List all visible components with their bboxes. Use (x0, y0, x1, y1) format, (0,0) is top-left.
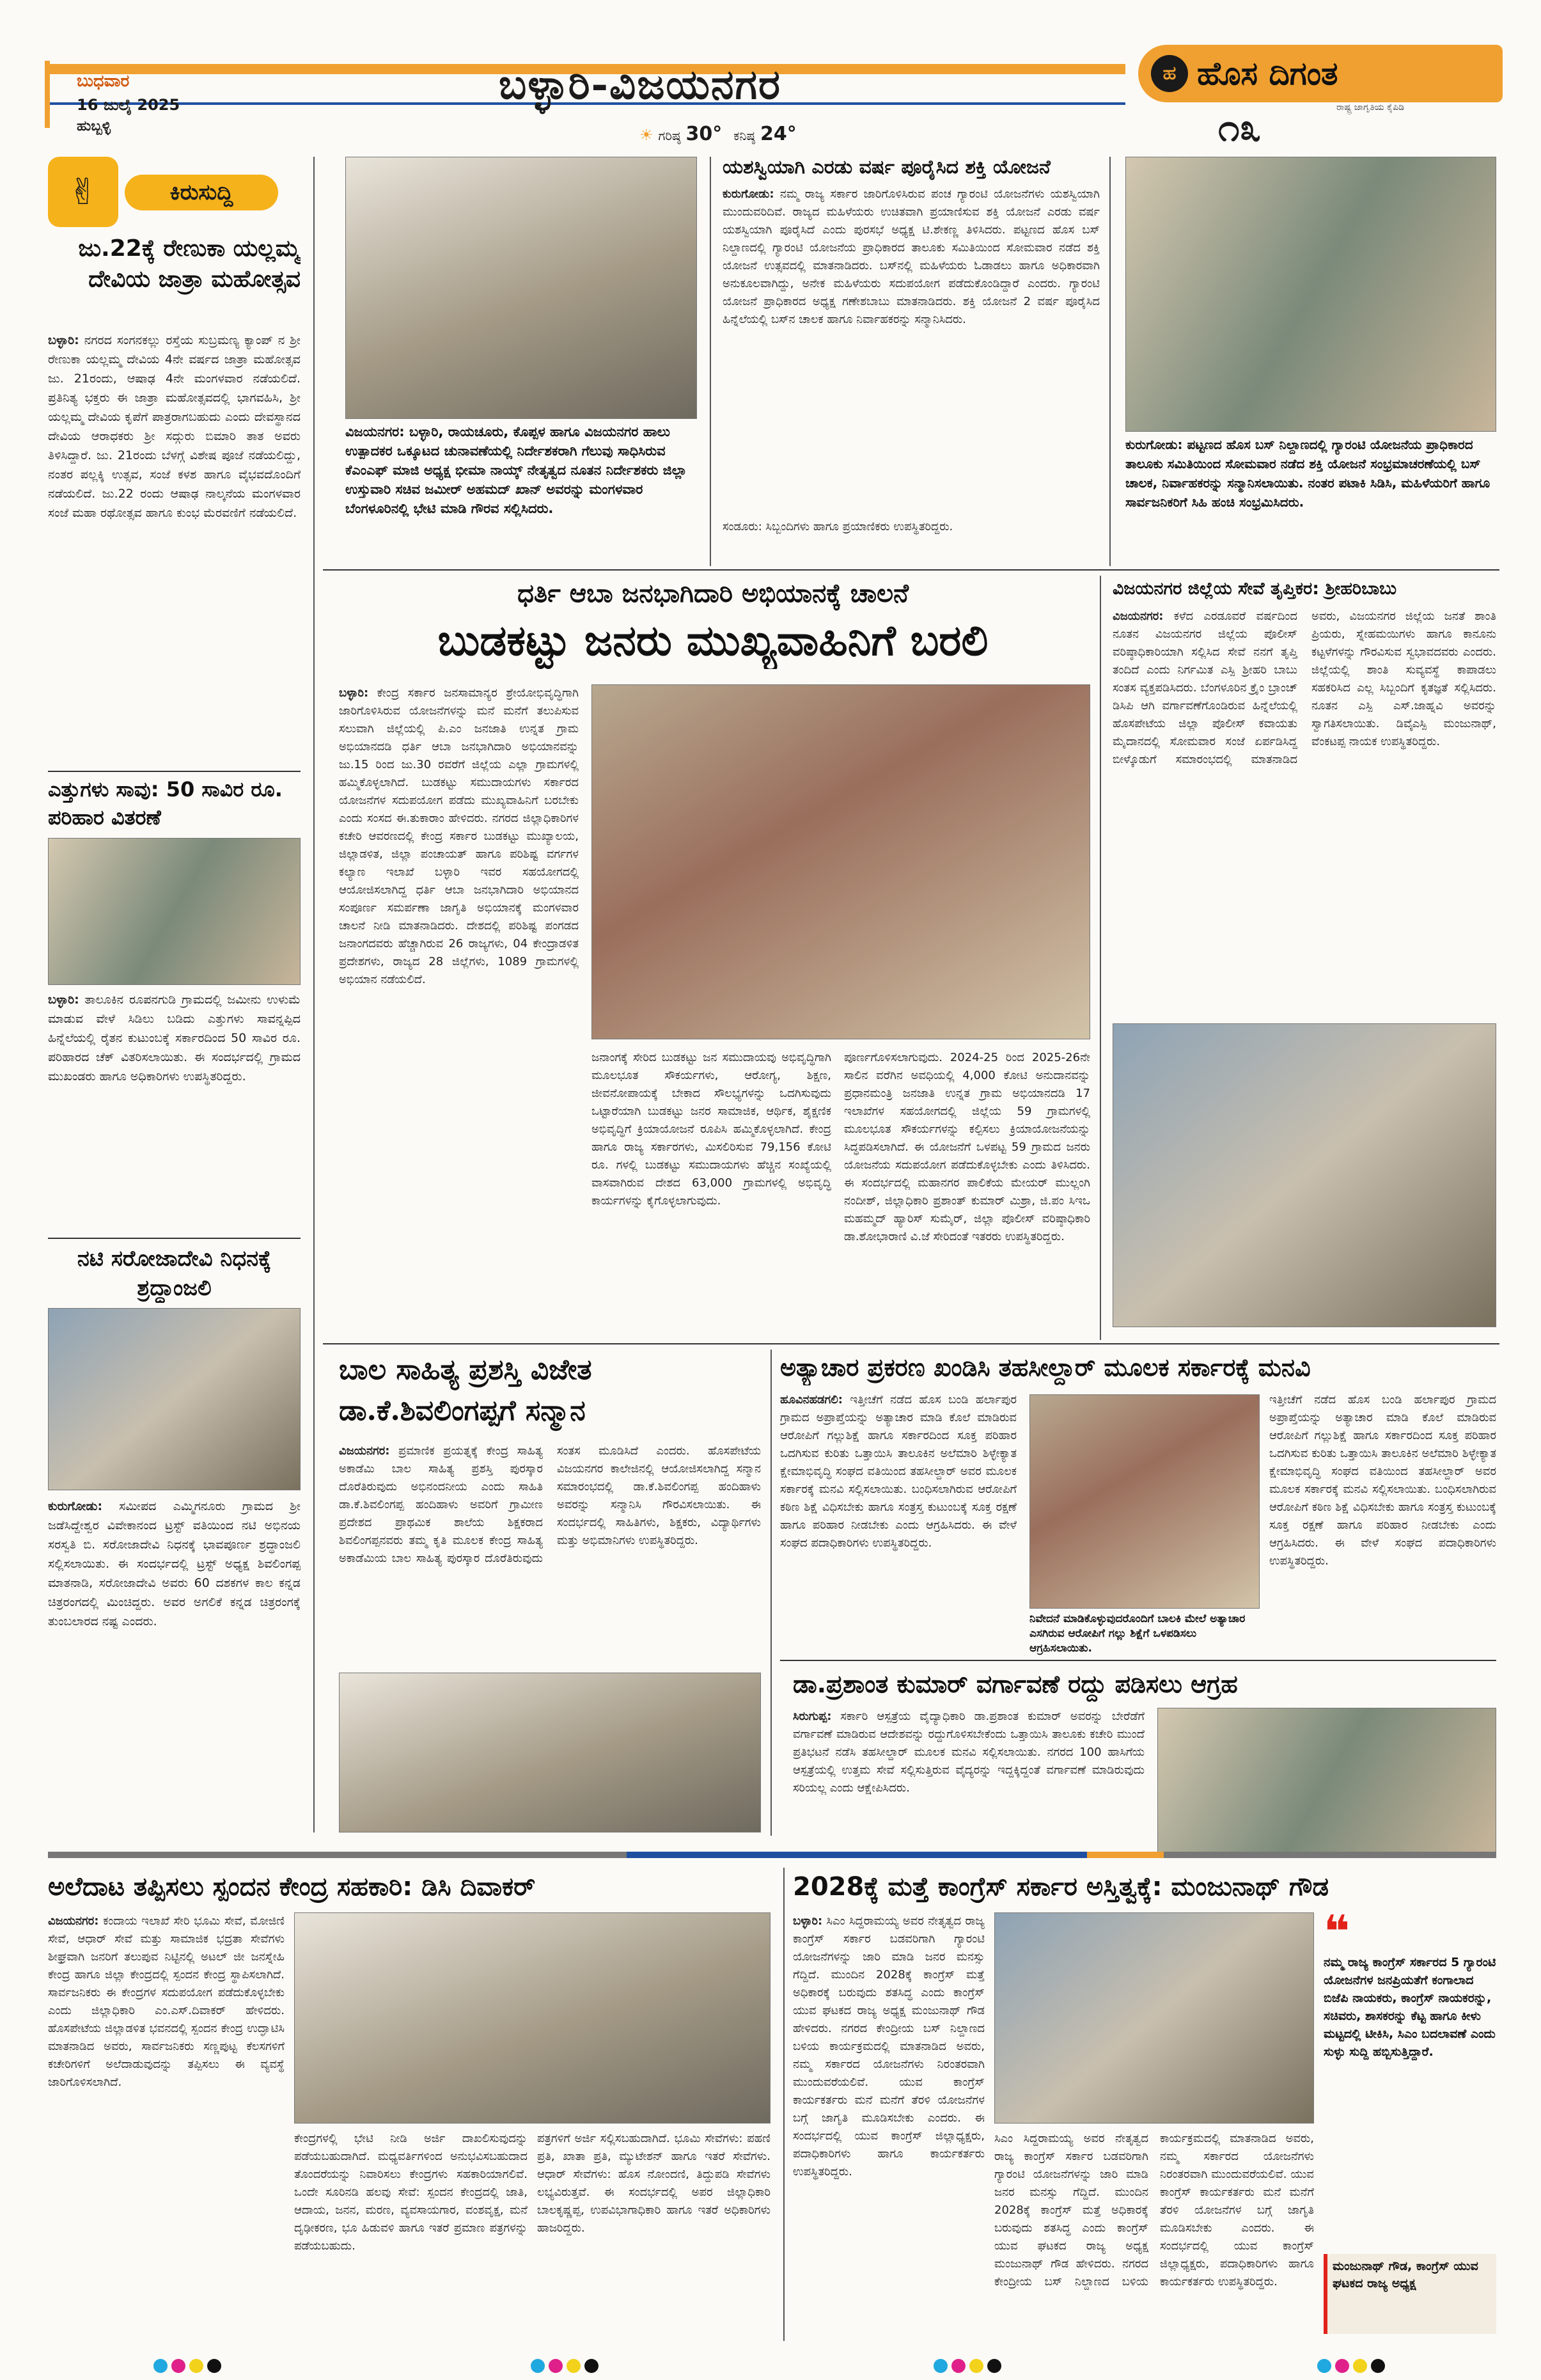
column-divider (1109, 157, 1111, 566)
kirusuddi-text: ಕಿರುಸುದ್ದಿ (169, 180, 233, 205)
quote-box (1324, 1905, 1496, 2341)
brief-oxen-dateline: ಬಳ್ಳಾರಿ: (48, 993, 79, 1007)
separator-blue (627, 1852, 1087, 1858)
seve-photo-farewell (1113, 1023, 1496, 1327)
brief-renuka-text: ನಗರದ ಸಂಗನಕಲ್ಲು ರಸ್ತೆಯ ಸುಬ್ರಮಣ್ಯ ಕ್ಯಾಂಪ್ ನ ಶ್ರೀ ರೇಣುಕಾ ಯಲ್ಲಮ್ಮ ದೇವಿಯ 4ನೇ ವರ್ಷದ ಜಾತ್ರಾ ಮಹೋತ್ಸವ ಜು. 21ರಂದು, ಆಷಾಢ 4ನೇ ಮಂಗಳವಾರ ನಡೆಯಲಿದೆ. ಪ್ರತಿನಿತ್ಯ ಭಕ್ತರು ಈ ಜಾತ್ರಾ ಮಹೋತ್ಸವದಲ್ಲಿ ಭಾಗವಹಿಸಿ, ಶ್ರೀ ಯಲ್ಲಮ್ಮ ದೇವಿಯ ಕೃಪೆಗೆ ಪಾತ್ರರಾಗಬಹುದು ಎಂದು ದೇವಸ್ಥಾನದ ದೇವಿಯ ಆರಾಧಕರು ಶ್ರೀ ಸದ್ಗುರು ಬಿಮಾರಿ ತಾತ ಅವರು ತಿಳಿಸಿದ್ದಾರೆ. ಜು. 21ರಂದು ಬೆಳಗ್ಗೆ ವಿಶೇಷ ಪೂಜೆ ನಡೆಯಲಿದ್ದು, ನಂತರ ಪಲ್ಲಕ್ಕಿ ಉತ್ಸವ, ಸಂಜೆ ಕಳಶ ಹಾಗೂ ವೈಭವದೊಂದಿಗೆ ನಡೆಯಲಿದೆ. ಜು.22 ರಂದು ಆಷಾಢ ನಾಲ್ಕನೆಯ ಮಂಗಳವಾರ ಸಂಜೆ ಮಹಾ ರಥೋತ್ಸವ ಹಾಗೂ ಕುಂಭ ಮೆರವಣಿಗೆ ನಡೆಯಲಿದೆ. (48, 333, 301, 520)
dc-text: ಕಂದಾಯ ಇಲಾಖೆ ಸೇರಿ ಭೂಮಿ ಸೇವೆ, ಮೋಜಿಣಿ ಸೇವೆ, ಆಧಾರ್ ಸೇವೆ ಮತ್ತು ಸಾಮಾಜಿಕ ಭದ್ರತಾ ಸೇವೆಗಳು ಶೀಘ್ರವಾಗಿ ಜನರಿಗೆ ತಲುಪುವ ನಿಟ್ಟಿನಲ್ಲಿ ಅಟಲ್ ಜೀ ಜನಸ್ನೇಹಿ ಕೇಂದ್ರ ಹಾಗೂ ಜಿಲ್ಲಾ ಕೇಂದ್ರದಲ್ಲಿ ಸ್ಪಂದನ ಕೇಂದ್ರ ಸ್ಥಾಪಿಸಲಾಗಿದೆ. ಸಾರ್ವಜನಿಕರು ಈ ಕೇಂದ್ರಗಳ ಸದುಪಯೋಗ ಪಡೆದುಕೊಳ್ಳಬೇಕು ಎಂದು ಜಿಲ್ಲಾಧಿಕಾರಿ ಎಂ.ಎಸ್.ದಿವಾಕರ್ ಹೇಳಿದರು. ಹೊಸಪೇಟೆಯ ಜಿಲ್ಲಾಡಳಿತ ಭವನದಲ್ಲಿ ಸ್ಪಂದನ ಕೇಂದ್ರ ಉದ್ಘಾಟಿಸಿ ಮಾತನಾಡಿದ ಅವರು, ಸಾರ್ವಜನಿಕರು ಸಣ್ಣಪುಟ್ಟ ಕೆಲಸಗಳಿಗೆ ಕಚೇರಿಗಳಿಗೆ ಅಲೆದಾಡುವುದನ್ನು ತಪ್ಪಿಸಲು ಈ ವ್ಯವಸ್ಥೆ ಜಾರಿಗೊಳಿಸಲಾಗಿದೆ. (48, 1914, 285, 2089)
kirusuddi-hand-icon: ✌ (48, 157, 118, 227)
section-separator (48, 1852, 1496, 1858)
brief-sarojadevi-photo (48, 1308, 301, 1490)
paper-name: ಹೊಸ ದಿಗಂತ (1197, 54, 1338, 92)
dc-col-2: ಕೇಂದ್ರಗಳಲ್ಲಿ ಭೇಟಿ ನೀಡಿ ಅರ್ಜಿ ದಾಖಲಿಸುವುದನ್ನು ಪಡೆಯಬಹುದಾಗಿದೆ. ಮಧ್ಯವರ್ತಿಗಳಿಂದ ಅನುಭವಿಸಬಹುದಾದ ತೊಂದರೆಯನ್ನು ನಿವಾರಿಸಲು ಕೇಂದ್ರಗಳು ಸಹಕಾರಿಯಾಗಲಿವೆ. ಒಂದೇ ಸೂರಿನಡಿ ಹಲವು ಸೇವೆ: ಸ್ಪಂದನ ಕೇಂದ್ರದಲ್ಲಿ ಜಾತಿ, ಆದಾಯ, ಜನನ, ಮರಣ, ವ್ಯವಸಾಯಗಾರ, ವಂಶವೃಕ್ಷ, ಮನೆ ದೃಢೀಕರಣ, ಭೂ ಹಿಡುವಳಿ ಹಾಗೂ ಇತರೆ ಪ್ರಮಾಣ ಪತ್ರಗಳನ್ನು ಪಡೆಯಬಹುದು. (294, 2132, 528, 2253)
brief-oxen-headline: ಎತ್ತುಗಳು ಸಾವು: 50 ಸಾವಿರ ರೂ. ಪರಿಹಾರ ವಿತರಣೆ (48, 777, 283, 830)
balasahitya-dateline: ವಿಜಯನಗರ: (339, 1444, 390, 1458)
black-dot (207, 2359, 221, 2373)
brief-renuka-headline: ಜು.22ಕ್ಕೆ ರೇಣುಕಾ ಯಲ್ಲಮ್ಮ ದೇವಿಯ ಜಾತ್ರಾ ಮಹೋತ್ಸವ (78, 235, 301, 292)
atyachara-body-left (780, 1391, 1017, 1650)
brief-sarojadevi-body (48, 1497, 301, 1785)
atyachara-body-right: ಇತ್ತೀಚೆಗೆ ನಡೆದ ಹೊಸ ಬಂಡಿ ಹರ್ಲಾಪುರ ಗ್ರಾಮದ ಅಪ್ರಾಪ್ತೆಯನ್ನು ಅತ್ಯಾಚಾರ ಮಾಡಿ ಕೊಲೆ ಮಾಡಿರುವ ಆರೋಪಿಗೆ ಗಲ್ಲುಶಿಕ್ಷೆ ಹಾಗೂ ಸರ್ಕಾರದಿಂದ ಸೂಕ್ತ ಪರಿಹಾರ ಒದಗಿಸುವ ಕುರಿತು ಒತ್ತಾಯಿಸಿ ತಾಲೂಕಿನ ಅಲೆಮಾರಿ ಶಿಳ್ಳೇಕ್ಯಾತ ಕ್ಷೇಮಾಭಿವೃದ್ಧಿ ಸಂಘದ ವತಿಯಿಂದ ತಹಸೀಲ್ದಾರ್ ಅವರ ಮೂಲಕ ಸರ್ಕಾರಕ್ಕೆ ಮನವಿ ಸಲ್ಲಿಸಲಾಯಿತು. ಬಂಧಿಸಲಾಗಿರುವ ಆರೋಪಿಗೆ ಕಠಿಣ ಶಿಕ್ಷೆ ವಿಧಿಸಬೇಕು ಹಾಗೂ ಸಂತ್ರಸ್ತ ಕುಟುಂಬಕ್ಕೆ ಸೂಕ್ತ ರಕ್ಷಣೆ ಹಾಗೂ ಪರಿಹಾರ ನೀಡಬೇಕು ಎಂದು ಆಗ್ರಹಿಸಿದರು. ಈ ವೇಳೆ ಸಂಘದ ಪದಾಧಿಕಾರಿಗಳು ಉಪಸ್ಥಿತರಿದ್ದರು. (1269, 1393, 1496, 1568)
column-divider (313, 157, 315, 1832)
congress-text: ಸಿಎಂ ಸಿದ್ದರಾಮಯ್ಯ ಅವರ ನೇತೃತ್ವದ ರಾಜ್ಯ ಕಾಂಗ್ರೆಸ್ ಸರ್ಕಾರ ಬಡವರಿಗಾಗಿ ಗ್ಯಾರಂಟಿ ಯೋಜನೆಗಳನ್ನು ಜಾರಿ ಮಾಡಿ ಜನರ ಮನಸ್ಸು ಗೆದ್ದಿದೆ. ಮುಂದಿನ 2028ಕ್ಕೆ ಕಾಂಗ್ರೆಸ್ ಮತ್ತೆ ಅಧಿಕಾರಕ್ಕೆ ಬರುವುದು ಶತಸಿದ್ಧ ಎಂದು ಕಾಂಗ್ರೆಸ್ ಯುವ ಘಟಕದ ರಾಜ್ಯ ಅಧ್ಯಕ್ಷ ಮಂಜುನಾಥ್ ಗೌಡ ಹೇಳಿದರು. ನಗರದ ಕೇಂದ್ರೀಯ ಬಸ್ ನಿಲ್ದಾಣದ ಬಳಿಯ ಕಾರ್ಯಕ್ರಮದಲ್ಲಿ ಮಾತನಾಡಿದ ಅವರು, ನಮ್ಮ ಸರ್ಕಾರದ ಯೋಜನೆಗಳು ನಿರಂತರವಾಗಿ ಮುಂದುವರೆಯಲಿವೆ. ಯುವ ಕಾಂಗ್ರೆಸ್ ಕಾರ್ಯಕರ್ತರು ಮನೆ ಮನೆಗೆ ತೆರಳಿ ಯೋಜನೆಗಳ ಬಗ್ಗೆ ಜಾಗೃತಿ ಮೂಡಿಸಬೇಕು ಎಂದರು. ಈ ಸಂದರ್ಭದಲ್ಲಿ ಯುವ ಕಾಂಗ್ರೆಸ್ ಜಿಲ್ಲಾಧ್ಯಕ್ಷರು, ಪದಾಧಿಕಾರಿಗಳು ಹಾಗೂ ಕಾರ್ಯಕರ್ತರು ಉಪಸ್ಥಿತರಿದ್ದರು. (793, 1914, 985, 2179)
congress-headline: 2028ಕ್ಕೆ ಮತ್ತೆ ಕಾಂಗ್ರೆಸ್ ಸರ್ಕಾರ ಅಸ್ತಿತ್ವಕ್ಕೆ: ಮಂಜುನಾಥ್ ಗೌಡ (793, 1872, 1329, 1902)
divider (48, 1238, 301, 1239)
brief-oxen (48, 775, 301, 1208)
column-divider (783, 1868, 785, 2341)
logo-emblem-icon: ಹ (1151, 55, 1188, 92)
brief-sarojadevi-dateline: ಕುರುಗೋಡು: (48, 1499, 103, 1513)
lead-photo-planting (591, 684, 1090, 1039)
brief-oxen-photo (48, 838, 301, 985)
registration-marks-center (531, 2359, 602, 2376)
congress-photo (994, 1912, 1314, 2124)
cyan-dot (934, 2359, 948, 2373)
black-dot (584, 2359, 598, 2373)
dc-story (48, 1868, 774, 1906)
seve-dateline: ವಿಜಯನಗರ: (1113, 610, 1164, 623)
atyachara-text: ಇತ್ತೀಚೆಗೆ ನಡೆದ ಹೊಸ ಬಂಡಿ ಹರ್ಲಾಪುರ ಗ್ರಾಮದ ಅಪ್ರಾಪ್ತೆಯನ್ನು ಅತ್ಯಾಚಾರ ಮಾಡಿ ಕೊಲೆ ಮಾಡಿರುವ ಆರೋಪಿಗೆ ಗಲ್ಲುಶಿಕ್ಷೆ ಹಾಗೂ ಸರ್ಕಾರದಿಂದ ಸೂಕ್ತ ಪರಿಹಾರ ಒದಗಿಸುವ ಕುರಿತು ಒತ್ತಾಯಿಸಿ ತಾಲೂಕಿನ ಅಲೆಮಾರಿ ಶಿಳ್ಳೇಕ್ಯಾತ ಕ್ಷೇಮಾಭಿವೃದ್ಧಿ ಸಂಘದ ವತಿಯಿಂದ ತಹಸೀಲ್ದಾರ್ ಅವರ ಮೂಲಕ ಸರ್ಕಾರಕ್ಕೆ ಮನವಿ ಸಲ್ಲಿಸಲಾಯಿತು. ಬಂಧಿಸಲಾಗಿರುವ ಆರೋಪಿಗೆ ಕಠಿಣ ಶಿಕ್ಷೆ ವಿಧಿಸಬೇಕು ಹಾಗೂ ಸಂತ್ರಸ್ತ ಕುಟುಂಬಕ್ಕೆ ಸೂಕ್ತ ರಕ್ಷಣೆ ಹಾಗೂ ಪರಿಹಾರ ನೀಡಬೇಕು ಎಂದು ಆಗ್ರಹಿಸಿದರು. ಈ ವೇಳೆ ಸಂಘದ ಪದಾಧಿಕಾರಿಗಳು ಉಪಸ್ಥಿತರಿದ್ದರು. (780, 1393, 1017, 1550)
lead-text-1: ಕೇಂದ್ರ ಸರ್ಕಾರ ಜನಸಾಮಾನ್ಯರ ಶ್ರೇಯೋಭಿವೃದ್ಧಿಗಾಗಿ ಜಾರಿಗೊಳಿಸಿರುವ ಯೋಜನೆಗಳನ್ನು ಮನೆ ಮನೆಗೆ ತಲುಪಿಸುವ ಸಲುವಾಗಿ ಜಿಲ್ಲೆಯಲ್ಲಿ ಪಿ.ಎಂ ಜನಜಾತಿ ಉನ್ನತ ಗ್ರಾಮ ಅಭಿಯಾನದಡಿ ಧರ್ತಿ ಆಬಾ ಜನಭಾಗಿದಾರಿ ಅಭಿಯಾನವನ್ನು ಜು.15 ರಿಂದ ಜು.30 ರವರೆಗೆ ಜಿಲ್ಲೆಯ ಎಲ್ಲಾ ಗ್ರಾಮಗಳಲ್ಲಿ ಹಮ್ಮಿಕೊಳ್ಳಲಾಗಿದೆ. ಬುಡಕಟ್ಟು ಸಮುದಾಯಗಳು ಸರ್ಕಾರದ ಯೋಜನೆಗಳ ಸದುಪಯೋಗ ಪಡೆದು ಮುಖ್ಯವಾಹಿನಿಗೆ ಬರಬೇಕು ಎಂದು ಸಂಸದ ಈ.ತುಕಾರಾಂ ಹೇಳಿದರು. ನಗರದ ಜಿಲ್ಲಾಧಿಕಾರಿಗಳ ಕಚೇರಿ ಆವರಣದಲ್ಲಿ ಕೇಂದ್ರ ಸರ್ಕಾರ ಬುಡಕಟ್ಟು ಮುಖ್ಯಾಲಯ, ಜಿಲ್ಲಾಡಳಿತ, ಜಿಲ್ಲಾ ಪಂಚಾಯತ್ ಹಾಗೂ ಪರಿಶಿಷ್ಟ ವರ್ಗಗಳ ಕಲ್ಯಾಣ ಇಲಾಖೆ ಬಳ್ಳಾರಿ ಇವರ ಸಹಯೋಗದಲ್ಲಿ ಆಯೋಜಿಸಲಾಗಿದ್ದ ಧರ್ತಿ ಆಬಾ ಜನಭಾಗಿದಾರಿ ಅಭಿಯಾನದ ಸಂಪೂರ್ಣ ಸಮರ್ಪಣಾ ಜಾಗೃತಿ ಅಭಿಯಾನಕ್ಕೆ ಮಂಗಳವಾರ ಚಾಲನೆ ನೀಡಿ ಮಾತನಾಡಿದರು. ದೇಶದಲ್ಲಿ ಪರಿಶಿಷ್ಟ ಪಂಗಡದ ಜನಾಂಗದವರು ಹೆಚ್ಚಾಗಿರುವ 26 ರಾಜ್ಯಗಳು, 04 ಕೇಂದ್ರಾಡಳಿತ ಪ್ರದೇಶಗಳು, ರಾಜ್ಯದ 28 ಜಿಲ್ಲೆಗಳು, 1089 ಗ್ರಾಮಗಳಲ್ಲಿ ಅಭಿಯಾನ ನಡೆಯಲಿದೆ. (339, 686, 579, 986)
magenta-dot (171, 2359, 185, 2373)
yellow-dot (1353, 2359, 1367, 2373)
balasahitya-story (339, 1350, 761, 1431)
divider (323, 569, 1499, 571)
column-divider (710, 157, 711, 566)
varga-body (793, 1708, 1145, 1836)
varga-dateline: ಸಿರುಗುಪ್ಪ: (793, 1710, 832, 1723)
magenta-dot (951, 2359, 966, 2373)
atyachara-story (780, 1350, 1496, 1385)
registration-marks-center-right (934, 2359, 1005, 2376)
brief-renuka-dateline: ಬಳ್ಳಾರಿ: (48, 333, 79, 347)
brief-sarojadevi-headline: ನಟಿ ಸರೋಜಾದೇವಿ ನಿಧನಕ್ಕೆ ಶ್ರದ್ಧಾಂಜಲಿ (77, 1246, 272, 1301)
varga-story (793, 1666, 1496, 1702)
lead-headline: ಬುಡಕಟ್ಟು ಜನರು ಮುಖ್ಯವಾಹಿನಿಗೆ ಬರಲಿ (437, 615, 989, 665)
shakti-footer: ಸಂಡೂರು: ಸಿಬ್ಬಂದಿಗಳು ಹಾಗೂ ಪ್ರಯಾಣಿಕರು ಉಪಸ್ಥಿತರಿದ್ದರು. (723, 520, 953, 533)
yellow-dot (189, 2359, 203, 2373)
separator-gray-right (1164, 1852, 1496, 1858)
divider (780, 1660, 1496, 1661)
brief-sarojadevi-text: ಸಮೀಪದ ಎಮ್ಮಿಗನೂರು ಗ್ರಾಮದ ಶ್ರೀ ಜಡೆಸಿದ್ದೇಶ್ವರ ವಿವೇಕಾನಂದ ಟ್ರಸ್ಟ್ ವತಿಯಿಂದ ನಟಿ ಅಭಿನಯ ಸರಸ್ವತಿ ಬಿ. ಸರೋಜಾದೇವಿ ನಿಧನಕ್ಕೆ ಭಾವಪೂರ್ಣ ಶ್ರದ್ಧಾಂಜಲಿ ಸಲ್ಲಿಸಲಾಯಿತು. ಈ ಸಂದರ್ಭದಲ್ಲಿ ಟ್ರಸ್ಟ್ ಅಧ್ಯಕ್ಷ ಶಿವಲಿಂಗಪ್ಪ ಮಾತನಾಡಿ, ಸರೋಜಾದೇವಿ ಅವರು 60 ದಶಕಗಳ ಕಾಲ ಕನ್ನಡ ಚಿತ್ರರಂಗದಲ್ಲಿ ಮಿಂಚಿದ್ದರು. ಅವರ ಅಗಲಿಕೆ ಕನ್ನಡ ಚಿತ್ರರಂಗಕ್ಕೆ ತುಂಬಲಾರದ ನಷ್ಟ ಎಂದರು. (48, 1499, 301, 1628)
dc-col-3: ಪತ್ರಗಳಿಗೆ ಅರ್ಜಿ ಸಲ್ಲಿಸಬಹುದಾಗಿದೆ. ಭೂಮಿ ಸೇವೆಗಳು: ಪಹಣಿ ಪ್ರತಿ, ಖಾತಾ ಪ್ರತಿ, ಮ್ಯುಟೇಶನ್ ಹಾಗೂ ಇತರೆ ಸೇವೆಗಳು. ಆಧಾರ್ ಸೇವೆಗಳು: ಹೊಸ ನೋಂದಣಿ, ತಿದ್ದುಪಡಿ ಸೇವೆಗಳು ಲಭ್ಯವಿರುತ್ತವೆ. ಈ ಸಂದರ್ಭದಲ್ಲಿ ಅಪರ ಜಿಲ್ಲಾಧಿಕಾರಿ ಬಾಲಕೃಷ್ಣಪ್ಪ, ಉಪವಿಭಾಗಾಧಿಕಾರಿ ಹಾಗೂ ಇತರೆ ಅಧಿಕಾರಿಗಳು ಹಾಜರಿದ್ದರು. (537, 2132, 770, 2235)
quote-attribution: ಮಂಜುನಾಥ್ ಗೌಡ, ಕಾಂಗ್ರೆಸ್ ಯುವ ಘಟಕದ ರಾಜ್ಯ ಅಧ್ಯಕ್ಷ (1324, 2254, 1496, 2334)
shakti-dateline: ಕುರುಗೋಡು: (723, 187, 774, 201)
congress-story (793, 1868, 1496, 1906)
lead-dateline: ಬಳ್ಳಾರಿ: (339, 686, 369, 700)
seve-story (1113, 576, 1496, 603)
registration-marks-left (153, 2359, 225, 2376)
issue-date: 16 ಜುಲೈ 2025 (77, 96, 180, 114)
registration-marks-right (1317, 2359, 1389, 2376)
lead-kicker: ಧರ್ತಿ ಆಬಾ ಜನಭಾಗಿದಾರಿ ಅಭಿಯಾನಕ್ಕೆ ಚಾಲನೆ (517, 579, 909, 608)
top-photo-caption: ವಿಜಯನಗರ: ಬಳ್ಳಾರಿ, ರಾಯಚೂರು, ಕೊಪ್ಪಳ ಹಾಗೂ ವಿಜಯನಗರ ಹಾಲು ಉತ್ಪಾದಕರ ಒಕ್ಕೂಟದ ಚುನಾವಣೆಯಲ್ಲಿ ನಿರ್ದೇಶಕರಾಗಿ ಗೆಲುವು ಸಾಧಿಸಿರುವ ಕೆಎಂಎಫ್ ಮಾಜಿ ಅಧ್ಯಕ್ಷ ಭೀಮಾ ನಾಯ್ಕ್ ನೇತೃತ್ವದ ನೂತನ ನಿರ್ದೇಶಕರು ಜಿಲ್ಲಾ ಉಸ್ತುವಾರಿ ಸಚಿವ ಜಮೀರ್ ಅಹಮದ್ ಖಾನ್ ಅವರನ್ನು ಮಂಗಳವಾರ ಬೆಂಗಳೂರಿನಲ್ಲಿ ಭೇಟಿ ಮಾಡಿ ಗೌರವ ಸಲ್ಲಿಸಿದರು. (345, 424, 687, 516)
shakti-story (723, 154, 1100, 554)
weather-max-value: 30° (685, 123, 723, 145)
bus-photo-caption: ಕುರುಗೋಡು: ಪಟ್ಟಣದ ಹೊಸ ಬಸ್ ನಿಲ್ದಾಣದಲ್ಲಿ ಗ್ಯಾರಂಟಿ ಯೋಜನೆಯ ಪ್ರಾಧಿಕಾರದ ತಾಲೂಕು ಸಮಿತಿಯಿಂದ ಸೋಮವಾರ ನಡೆದ ಶಕ್ತಿ ಯೋಜನೆ ಸಂಭ್ರಮಾಚರಣೆಯಲ್ಲಿ ಬಸ್ ಚಾಲಕ, ನಿರ್ವಾಹಕರನ್ನು ಸನ್ಮಾನಿಸಲಾಯಿತು. ನಂತರ ಪಟಾಕಿ ಸಿಡಿಸಿ, ಮಹಿಳೆಯರಿಗೆ ಹಾಗೂ ಸಾರ್ವಜನಿಕರಿಗೆ ಸಿಹಿ ಹಂಚಿ ಸಂಭ್ರಮಿಸಿದರು. (1125, 437, 1490, 510)
sun-icon: ☀ (639, 126, 653, 144)
varga-headline: ಡಾ.ಪ್ರಶಾಂತ ಕುಮಾರ್ ವರ್ಗಾವಣೆ ರದ್ದು ಪಡಿಸಲು ಆಗ್ರಹ (793, 1670, 1238, 1698)
dc-col-1 (48, 1912, 285, 2341)
column-divider (1100, 576, 1101, 1340)
lead-col-3: ಪೂರ್ಣಗೊಳಿಸಲಾಗುವುದು. 2024-25 ರಿಂದ 2025-26ನೇ ಸಾಲಿನ ವರೆಗಿನ ಅವಧಿಯಲ್ಲಿ 4,000 ಕೋಟಿ ಅನುದಾನವನ್ನು ಪ್ರಧಾನಮಂತ್ರಿ ಜನಜಾತಿ ಉನ್ನತ ಗ್ರಾಮ ಅಭಿಯಾನದಡಿ 17 ಇಲಾಖೆಗಳ ಸಹಯೋಗದಲ್ಲಿ ಜಿಲ್ಲೆಯ 59 ಗ್ರಾಮಗಳಲ್ಲಿ ಮೂಲಭೂತ ಸೌಕರ್ಯಗಳನ್ನು ಕಲ್ಪಿಸಲು ಕ್ರಿಯಾಯೋಜನೆಯನ್ನು ಸಿದ್ಧಪಡಿಸಲಾಗಿದೆ. ಈ ಯೋಜನೆಗೆ ಒಳಪಟ್ಟ 59 ಗ್ರಾಮದ ಜನರು ಯೋಜನೆಯ ಸದುಪಯೋಗ ಪಡೆದುಕೊಳ್ಳಬೇಕು ಎಂದು ತಿಳಿಸಿದರು. ಈ ಸಂದರ್ಭದಲ್ಲಿ ಮಹಾನಗರ ಪಾಲಿಕೆಯ ಮೇಯರ್ ಮುಲ್ಲಂಗಿ ನಂದೀಶ್, ಜಿಲ್ಲಾಧಿಕಾರಿ ಪ್ರಶಾಂತ್ ಕುಮಾರ್ ಮಿಶ್ರಾ, ಜಿ.ಪಂ ಸಿಇಒ ಮಹಮ್ಮದ್ ಹ್ಯಾರಿಸ್ ಸುಮೈರ್, ಜಿಲ್ಲಾ ಪೊಲೀಸ್ ವರಿಷ್ಠಾಧಿಕಾರಿ ಡಾ.ಶೋಭಾರಾಣಿ ವಿ.ಜೆ ಸೇರಿದಂತೆ ಇತರರು ಉಪಸ್ಥಿತರಿದ್ದರು. (844, 1051, 1090, 1243)
balasahitya-text: ಪ್ರಮಾಣಿಕ ಪ್ರಯತ್ನಕ್ಕೆ ಕೇಂದ್ರ ಸಾಹಿತ್ಯ ಅಕಾಡೆಮಿ ಬಾಲ ಸಾಹಿತ್ಯ ಪ್ರಶಸ್ತಿ ಪುರಸ್ಕಾರ ದೊರೆತಿರುವುದು ಅಭಿನಂದನೀಯ ಎಂದು ಸಾಹಿತಿ ಡಾ.ಕೆ.ಶಿವಲಿಂಗಪ್ಪ ಹಂದಿಹಾಳು ಅವರಿಗೆ ಗ್ರಾಮೀಣ ಪ್ರದೇಶದ ಪ್ರಾಥಮಿಕ ಶಾಲೆಯ ಶಿಕ್ಷಕರಾದ ಶಿವಲಿಂಗಪ್ಪನವರು ತಮ್ಮ ಕೃತಿ ಮೂಲಕ ಕೇಂದ್ರ ಸಾಹಿತ್ಯ ಅಕಾಡೆಮಿಯ ಬಾಲ ಸಾಹಿತ್ಯ ಪುರಸ್ಕಾರ ದೊರೆತಿರುವುದು ಸಂತಸ ಮೂಡಿಸಿದೆ ಎಂದರು. ಹೊಸಪೇಟೆಯ ವಿಜಯನಗರ ಕಾಲೇಜಿನಲ್ಲಿ ಆಯೋಜಿಸಲಾಗಿದ್ದ ಸನ್ಮಾನ ಸಮಾರಂಭದಲ್ಲಿ ಡಾ.ಕೆ.ಶಿವಲಿಂಗಪ್ಪ ಹಂದಿಹಾಳು ಅವರನ್ನು ಸನ್ಮಾನಿಸಿ ಗೌರವಿಸಲಾಯಿತು. ಈ ಸಂದರ್ಭದಲ್ಲಿ ಸಾಹಿತಿಗಳು, ಶಿಕ್ಷಕರು, ವಿದ್ಯಾರ್ಥಿಗಳು ಮತ್ತು ಅಭಿಮಾನಿಗಳು ಉಪಸ್ಥಿತರಿದ್ದರು. (339, 1444, 761, 1565)
column-divider (770, 1350, 772, 1836)
yellow-dot (969, 2359, 983, 2373)
paper-tagline: ರಾಷ್ಟ್ರ ಜಾಗೃತಿಯ ಕೈಪಿಡಿ (1336, 102, 1405, 113)
cyan-dot (1317, 2359, 1331, 2373)
divider (323, 1343, 1499, 1344)
atyachara-headline: ಅತ್ಯಾಚಾರ ಪ್ರಕರಣ ಖಂಡಿಸಿ ತಹಸೀಲ್ದಾರ್ ಮೂಲಕ ಸರ್ಕಾರಕ್ಕೆ ಮನವಿ (780, 1353, 1311, 1382)
balasahitya-body (339, 1442, 761, 1666)
weather-min-value: 24° (760, 123, 797, 145)
dc-headline: ಅಲೆದಾಟ ತಪ್ಪಿಸಲು ಸ್ಪಂದನ ಕೇಂದ್ರ ಸಹಕಾರಿ: ಡಿಸಿ ದಿವಾಕರ್ (48, 1872, 536, 1902)
shakti-text: ನಮ್ಮ ರಾಜ್ಯ ಸರ್ಕಾರ ಜಾರಿಗೊಳಿಸಿರುವ ಪಂಚ ಗ್ಯಾರಂಟಿ ಯೋಜನೆಗಳು ಯಶಸ್ವಿಯಾಗಿ ಮುಂದುವರಿದಿವೆ. ರಾಜ್ಯದ ಮಹಿಳೆಯರು ಉಚಿತವಾಗಿ ಪ್ರಯಾಣಿಸುವ ಶಕ್ತಿ ಯೋಜನೆ ಎರಡು ವರ್ಷ ಯಶಸ್ವಿಯಾಗಿ ಪೂರೈಸಿದೆ ಎಂದು ಪುರಸಭೆ ಅಧ್ಯಕ್ಷ ಟಿ.ಶೇಕಣ್ಣ ತಿಳಿಸಿದರು. ಪಟ್ಟಣದ ಹೊಸ ಬಸ್ ನಿಲ್ದಾಣದಲ್ಲಿ ಗ್ಯಾರಂಟಿ ಯೋಜನೆಯ ಪ್ರಾಧಿಕಾರದ ತಾಲೂಕು ಸಮಿತಿಯಿಂದ ಸೋಮವಾರ ನಡೆದ ಶಕ್ತಿ ಯೋಜನೆ ಉತ್ಸವದಲ್ಲಿ ಮಾತನಾಡಿದರು. ಬಸ್‌ನಲ್ಲಿ ಮಹಿಳೆಯರು ಓಡಾಡಲು ಹಾಗೂ ಅಧಿಕಾರವಾಗಿ ಅನುಕೂಲವಾಗಿದ್ದು, ಅನೇಕ ಮಹಿಳೆಯರು ಸದುಪಯೋಗ ಪಡೆದುಕೊಂಡಿದ್ದಾರೆ ಎಂದರು. ಗ್ಯಾರಂಟಿ ಯೋಜನೆ ಪ್ರಾಧಿಕಾರದ ಅಧ್ಯಕ್ಷ ಗಣೇಶಬಾಬು ಮಾತನಾಡಿದರು. ಶಕ್ತಿ ಯೋಜನೆ 2 ವರ್ಷ ಪೂರೈಸಿದ ಹಿನ್ನೆಲೆಯಲ್ಲಿ ಬಸ್‌ನ ಚಾಲಕ ಹಾಗೂ ನಿರ್ವಾಹಕರನ್ನು ಸನ್ಮಾನಿಸಿದರು. (723, 187, 1100, 326)
paper-logo (1138, 45, 1503, 102)
congress-col-1 (793, 1912, 985, 2341)
top-photo-officials (345, 157, 697, 419)
brief-renuka (48, 233, 301, 772)
varga-text: ಸರ್ಕಾರಿ ಆಸ್ಪತ್ರೆಯ ವೈದ್ಯಾಧಿಕಾರಿ ಡಾ.ಪ್ರಶಾಂತ ಕುಮಾರ್ ಅವರನ್ನು ಬೇರೆಡೆಗೆ ವರ್ಗಾವಣೆ ಮಾಡಿರುವ ಆದೇಶವನ್ನು ರದ್ದುಗೊಳಿಸಬೇಕೆಂದು ಒತ್ತಾಯಿಸಿ ತಾಲೂಕು ಕಚೇರಿ ಮುಂದೆ ಪ್ರತಿಭಟನೆ ನಡೆಸಿ ತಹಸೀಲ್ದಾರ್ ಮೂಲಕ ಮನವಿ ಸಲ್ಲಿಸಲಾಯಿತು. ನಗರದ 100 ಹಾಸಿಗೆಯ ಆಸ್ಪತ್ರೆಯಲ್ಲಿ ಉತ್ತಮ ಸೇವೆ ಸಲ್ಲಿಸುತ್ತಿರುವ ವೈದ್ಯರನ್ನು ಇದ್ದಕ್ಕಿದ್ದಂತೆ ವರ್ಗಾವಣೆ ಮಾಡಿರುವುದು ಸರಿಯಲ್ಲ ಎಂದು ಆಕ್ಷೇಪಿಸಿದರು. (793, 1710, 1145, 1795)
kirusuddi-label (125, 175, 278, 210)
brief-renuka-body (48, 331, 301, 772)
dc-photo (294, 1912, 770, 2124)
balasahitya-photo (339, 1673, 761, 1832)
brief-oxen-body (48, 990, 301, 1208)
lead-story (339, 576, 1087, 669)
seve-headline: ವಿಜಯನಗರ ಜಿಲ್ಲೆಯ ಸೇವೆ ತೃಪ್ತಿಕರ: ಶ್ರೀಹರಿಬಾಬು (1113, 579, 1397, 599)
issue-city: ಹುಬ್ಬಳ್ಳಿ (77, 118, 111, 134)
black-dot (987, 2359, 1001, 2373)
black-dot (1371, 2359, 1385, 2373)
cyan-dot (153, 2359, 168, 2373)
lead-col-2: ಜನಾಂಗಕ್ಕೆ ಸೇರಿದ ಬುಡಕಟ್ಟು ಜನ ಸಮುದಾಯವು ಅಭಿವೃದ್ಧಿಗಾಗಿ ಮೂಲಭೂತ ಸೌಕರ್ಯಗಳು, ಆರೋಗ್ಯ, ಶಿಕ್ಷಣ, ಜೀವನೋಪಾಯಕ್ಕೆ ಬೇಕಾದ ಸೌಲಭ್ಯಗಳನ್ನು ಒದಗಿಸುವುದು ಒಟ್ಟಾರೆಯಾಗಿ ಬುಡಕಟ್ಟು ಜನರ ಸಾಮಾಜಿಕ, ಆರ್ಥಿಕ, ಶೈಕ್ಷಣಿಕ ಅಭಿವೃದ್ಧಿಗೆ ಕ್ರಿಯಾಯೋಜನೆ ರೂಪಿಸಿ ಹಮ್ಮಿಕೊಳ್ಳಲಾಗಿದೆ. ಕೇಂದ್ರ ಹಾಗೂ ರಾಜ್ಯ ಸರ್ಕಾರಗಳು, ಮಿಸಲಿರಿಸುವ 79,156 ಕೋಟಿ ರೂ. ಗಳಲ್ಲಿ ಬುಡಕಟ್ಟು ಸಮುದಾಯಗಳು ಹೆಚ್ಚಿನ ಸಂಖ್ಯೆಯಲ್ಲಿ ವಾಸವಾಗಿರುವ ದೇಶದ 63,000 ಗ್ರಾಮಗಳಲ್ಲಿ ಅಭಿವೃದ್ಧಿ ಕಾರ್ಯಗಳನ್ನು ಕೈಗೊಳ್ಳಲಾಗುವುದು. (591, 1051, 831, 1208)
separator-orange (1087, 1852, 1164, 1858)
atyachara-photo (1029, 1394, 1260, 1609)
shakti-body (723, 185, 1100, 518)
varga-photo (1157, 1708, 1496, 1855)
separator-gray (48, 1852, 627, 1858)
brief-sarojadevi (48, 1244, 301, 1785)
congress-col-2: ಸಿಎಂ ಸಿದ್ದರಾಮಯ್ಯ ಅವರ ನೇತೃತ್ವದ ರಾಜ್ಯ ಕಾಂಗ್ರೆಸ್ ಸರ್ಕಾರ ಬಡವರಿಗಾಗಿ ಗ್ಯಾರಂಟಿ ಯೋಜನೆಗಳನ್ನು ಜಾರಿ ಮಾಡಿ ಜನರ ಮನಸ್ಸು ಗೆದ್ದಿದೆ. ಮುಂದಿನ 2028ಕ್ಕೆ ಕಾಂಗ್ರೆಸ್ ಮತ್ತೆ ಅಧಿಕಾರಕ್ಕೆ ಬರುವುದು ಶತಸಿದ್ಧ ಎಂದು ಕಾಂಗ್ರೆಸ್ ಯುವ ಘಟಕದ ರಾಜ್ಯ ಅಧ್ಯಕ್ಷ ಮಂಜುನಾಥ್ ಗೌಡ ಹೇಳಿದರು. ನಗರದ ಕೇಂದ್ರೀಯ ಬಸ್ ನಿಲ್ದಾಣದ ಬಳಿಯ ಕಾರ್ಯಕ್ರಮದಲ್ಲಿ ಮಾತನಾಡಿದ ಅವರು, ನಮ್ಮ ಸರ್ಕಾರದ ಯೋಜನೆಗಳು ನಿರಂತರವಾಗಿ ಮುಂದುವರೆಯಲಿವೆ. ಯುವ ಕಾಂಗ್ರೆಸ್ ಕಾರ್ಯಕರ್ತರು ಮನೆ ಮನೆಗೆ ತೆರಳಿ ಯೋಜನೆಗಳ ಬಗ್ಗೆ ಜಾಗೃತಿ ಮೂಡಿಸಬೇಕು ಎಂದರು. ಈ ಸಂದರ್ಭದಲ್ಲಿ ಯುವ ಕಾಂಗ್ರೆಸ್ ಜಿಲ್ಲಾಧ್ಯಕ್ಷರು, ಪದಾಧಿಕಾರಿಗಳು ಹಾಗೂ ಕಾರ್ಯಕರ್ತರು ಉಪಸ್ಥಿತರಿದ್ದರು. (994, 2132, 1314, 2289)
seve-text: ಕಳೆದ ಎರಡೂವರೆ ವರ್ಷದಿಂದ ನೂತನ ವಿಜಯನಗರ ಜಿಲ್ಲೆಯ ಪೊಲೀಸ್ ವರಿಷ್ಠಾಧಿಕಾರಿಯಾಗಿ ಸಲ್ಲಿಸಿದ ಸೇವೆ ನನಗೆ ತೃಪ್ತಿ ತಂದಿದೆ ಎಂದು ನಿರ್ಗಮಿತ ಎಸ್ಪಿ ಶ್ರೀಹರಿ ಬಾಬು ಸಂತಸ ವ್ಯಕ್ತಪಡಿಸಿದರು. ಬೆಂಗಳೂರಿನ ಕ್ರೈಂ ಬ್ರಾಂಚ್ ಡಿಸಿಪಿ ಆಗಿ ವರ್ಗಾವಣೆಗೊಂಡಿರುವ ಹಿನ್ನೆಲೆಯಲ್ಲಿ ಹೊಸಪೇಟೆಯ ಜಿಲ್ಲಾ ಪೊಲೀಸ್ ಕವಾಯತು ಮೈದಾನದಲ್ಲಿ ಸೋಮವಾರ ಸಂಜೆ ಏರ್ಪಡಿಸಿದ್ದ ಬೀಳ್ಕೊಡುಗೆ ಸಮಾರಂಭದಲ್ಲಿ ಮಾತನಾಡಿದ ಅವರು, ವಿಜಯನಗರ ಜಿಲ್ಲೆಯ ಜನತೆ ಶಾಂತಿ ಪ್ರಿಯರು, ಸ್ನೇಹಮಯಿಗಳು ಹಾಗೂ ಕಾನೂನು ಕಟ್ಟಳೆಗಳನ್ನು ಗೌರವಿಸುವ ಸ್ವಭಾವದವರು ಎಂದರು. ಜಿಲ್ಲೆಯಲ್ಲಿ ಶಾಂತಿ ಸುವ್ಯವಸ್ಥೆ ಕಾಪಾಡಲು ಸಹಕರಿಸಿದ ಎಲ್ಲ ಸಿಬ್ಬಂದಿಗೆ ಕೃತಜ್ಞತೆ ಸಲ್ಲಿಸಿದರು. ನೂತನ ಎಸ್ಪಿ ಎಸ್.ಜಾಹ್ನವಿ ಅವರನ್ನು ಸ್ವಾಗತಿಸಲಾಯಿತು. ಡಿವೈಎಸ್ಪಿ ಮಂಜುನಾಥ್, ವೆಂಕಟಪ್ಪ ನಾಯಕ ಉಪಸ್ಥಿತರಿದ್ದರು. (1113, 610, 1496, 766)
section-title: ಬಳ್ಳಾರಿ-ವಿಜಯನಗರ (499, 61, 781, 109)
kirusuddi-badge (48, 157, 297, 227)
shakti-headline: ಯಶಸ್ವಿಯಾಗಿ ಎರಡು ವರ್ಷ ಪೂರೈಸಿದ ಶಕ್ತಿ ಯೋಜನೆ (723, 156, 1051, 178)
lead-col-1 (339, 684, 579, 1337)
congress-dateline: ಬಳ್ಳಾರಿ: (793, 1914, 823, 1928)
divider (48, 771, 301, 772)
weather-max-label: ಗರಿಷ್ಠ (658, 128, 681, 143)
atyachara-photo-caption: ನಿವೇದನೆ ಮಾಡಿಕೊಳ್ಳುವುದರೊಂದಿಗೆ ಬಾಲಕಿ ಮೇಲೆ ಅತ್ಯಾಚಾರ ಎಸಗಿರುವ ಆರೋಪಿಗೆ ಗಲ್ಲು ಶಿಕ್ಷೆಗೆ ಒಳಪಡಿಸಲು ಆಗ್ರಹಿಸಲಾಯಿತು. (1029, 1612, 1246, 1655)
weather-strip (639, 123, 797, 145)
masthead-left-accent (45, 61, 50, 128)
magenta-dot (1335, 2359, 1349, 2373)
cyan-dot (531, 2359, 545, 2373)
yellow-dot (567, 2359, 581, 2373)
quote-text: ನಮ್ಮ ರಾಜ್ಯ ಕಾಂಗ್ರೆಸ್ ಸರ್ಕಾರದ 5 ಗ್ಯಾರಂಟಿ ಯೋಜನೆಗಳ ಜನಪ್ರಿಯತೆಗೆ ಕಂಗಾಲಾದ ಬಿಜೆಪಿ ನಾಯಕರು, ಕಾಂಗ್ರೆಸ್ ನಾಯಕರನ್ನು, ಸಚಿವರು, ಶಾಸಕರನ್ನು ಕೆಟ್ಟ ಹಾಗೂ ಕೀಳು ಮಟ್ಟದಲ್ಲಿ ಟೀಕಿಸಿ, ಸಿಎಂ ಬದಲಾವಣೆ ಎಂದು ಸುಳ್ಳು ಸುದ್ದಿ ಹಬ್ಬಿಸುತ್ತಿದ್ದಾರೆ. (1324, 1955, 1496, 2059)
seve-body (1113, 608, 1496, 1004)
page-number: ೧೩ (1218, 106, 1262, 150)
masthead (0, 0, 1541, 160)
quote-icon: ❝ (1324, 1905, 1350, 1958)
balasahitya-headline: ಬಾಲ ಸಾಹಿತ್ಯ ಪ್ರಶಸ್ತಿ ವಿಜೇತ ಡಾ.ಕೆ.ಶಿವಲಿಂಗಪ್ಪಗೆ ಸನ್ಮಾನ (339, 1353, 592, 1427)
weather-min-label: ಕನಿಷ್ಠ (733, 128, 755, 143)
bus-photo (1125, 157, 1496, 432)
brief-oxen-text: ತಾಲೂಕಿನ ರೂಪನಗುಡಿ ಗ್ರಾಮದಲ್ಲಿ ಜಮೀನು ಉಳುಮೆ ಮಾಡುವ ವೇಳೆ ಸಿಡಿಲು ಬಡಿದು ಎತ್ತುಗಳು ಸಾವನ್ನಪ್ಪಿದ ಹಿನ್ನೆಲೆಯಲ್ಲಿ ರೈತನ ಕುಟುಂಬಕ್ಕೆ ಸರ್ಕಾರದಿಂದ 50 ಸಾವಿರ ರೂ. ಪರಿಹಾರದ ಚೆಕ್ ವಿತರಿಸಲಾಯಿತು. ಈ ಸಂದರ್ಭದಲ್ಲಿ ಗ್ರಾಮದ ಮುಖಂಡರು ಹಾಗೂ ಅಧಿಕಾರಿಗಳು ಉಪಸ್ಥಿತರಿದ್ದರು. (48, 993, 301, 1084)
atyachara-dateline: ಹೂವಿನಹಡಗಲಿ: (780, 1393, 843, 1407)
dc-dateline: ವಿಜಯನಗರ: (48, 1914, 99, 1928)
issue-day: ಬುಧವಾರ (77, 72, 130, 91)
magenta-dot (549, 2359, 563, 2373)
